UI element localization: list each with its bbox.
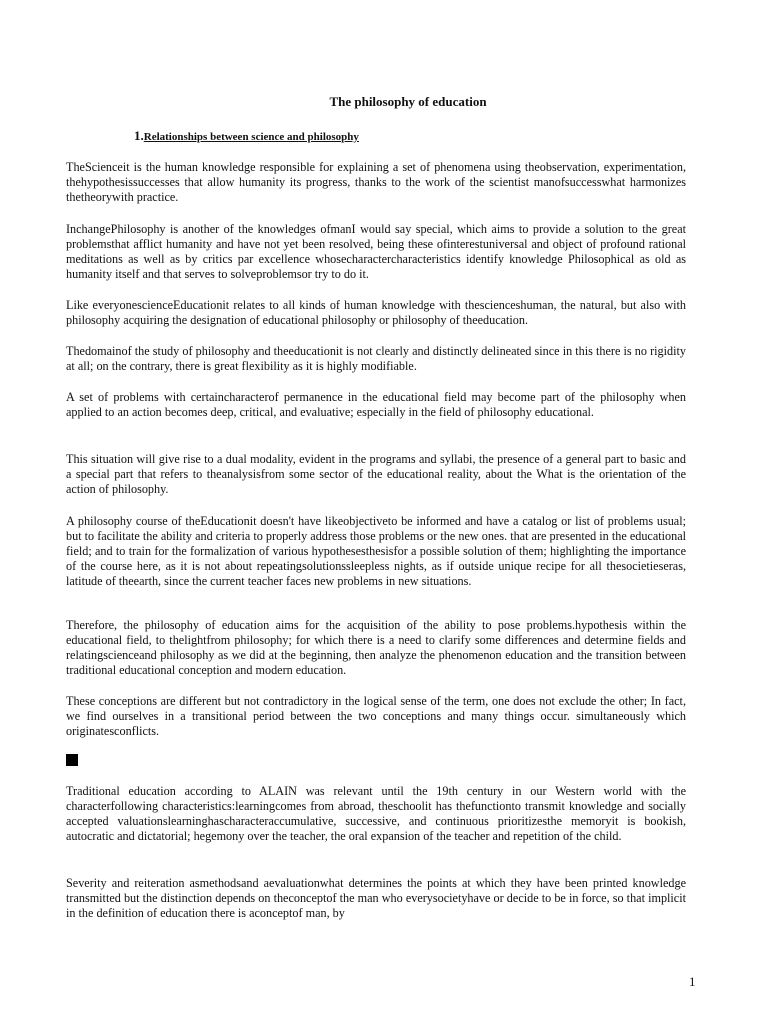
section-title: Relationships between science and philosophy (143, 131, 359, 143)
paragraph: InchangePhilosophy is another of the knowledges ofmanI would say special, which aims to provide a solution to the great problemsthat afflict humanity and have not yet been resolved, being these ofinterestuniversal and object of profound rational meditations as well as by critics par excellence whosecharactercharacteristics identify knowledge Philosophical as old as humanity itself and that serves to solveproblemsor try to do it. (66, 222, 686, 281)
paragraph: Severity and reiteration asmethodsand aevaluationwhat determines the points at which they have been printed knowledge transmitted but the distinction depends on theconceptof the man who everysocietyhave or decide to be in force, so that implicit in the definition of education there is aconceptof man, by (66, 876, 686, 920)
paragraph: Like everyonescienceEducationit relates to all kinds of human knowledge with thescienceshuman, the natural, but also with philosophy acquiring the designation of educational philosophy or philosophy of theeducation. (66, 298, 686, 327)
section-heading (134, 128, 359, 144)
bullet-square-icon (66, 754, 78, 766)
page-number: 1 (689, 974, 696, 989)
paragraph: Thedomainof the study of philosophy and theeducationit is not clearly and distinctly delineated since in this there is no rigidity at all; on the contrary, there is great flexibility as it is highly modifiable. (66, 344, 686, 373)
paragraph: Traditional education according to ALAIN was relevant until the 19th century in our Western world with the characterfollowing characteristics:learningcomes from abroad, theschoolit has thefunctionto transmit knowledge and socially accepted valuationslearninghascharacteraccumulative, successive, and continuous prioritizesthe memoryit is bookish, autocratic and dictatorial; hegemony over the teacher, the oral expansion of the teacher and repetition of the child. (66, 784, 686, 843)
paragraph: These conceptions are different but not contradictory in the logical sense of the term, one does not exclude the other; In fact, we find ourselves in a transitional period between the two conceptions and many things occur. simultaneously which originatesconflicts. (66, 694, 686, 738)
paragraph: Therefore, the philosophy of education aims for the acquisition of the ability to pose problems.hypothesis within the educational field, to thelightfrom philosophy; for which there is a need to clarify some differences and determine fields and relatingscienceand philosophy as we did at the beginning, then analyze the phenomenon education and the transition between traditional educational conception and modern education. (66, 618, 686, 677)
document-title: The philosophy of education (329, 94, 487, 109)
paragraph: A philosophy course of theEducationit doesn't have likeobjectiveto be informed and have a catalog or list of problems usual; but to facilitate the ability and criteria to properly address those problems or the new ones. that are presented in the educational field; and to train for the formalization of various hypothesesthesisfor a possible solution of them; highlighting the importance of the course here, as it is not about repeatingsolutionssleepless nights, as if outside unique recipe for all thesocietieseras, latitude of theearth, since the current teacher faces new problems in new situations. (66, 514, 686, 588)
paragraph: A set of problems with certaincharacterof permanence in the educational field may become part of the philosophy when applied to an action becomes deep, critical, and evaluative; especially in the field of philosophy educational. (66, 390, 686, 419)
section-number: 1. (134, 128, 144, 143)
paragraph: This situation will give rise to a dual modality, evident in the programs and syllabi, the presence of a general part to basic and a special part that refers to theanalysisfrom some sector of the educational reality, about the What is the orientation of the action of philosophy. (66, 452, 686, 496)
paragraph: TheScienceit is the human knowledge responsible for explaining a set of phenomena using theobservation, experimentation, thehypothesissuccesses that allow humanity its progress, thanks to the work of the scientist manofsuccesswhat harmonizes thetheorywith practice. (66, 160, 686, 204)
